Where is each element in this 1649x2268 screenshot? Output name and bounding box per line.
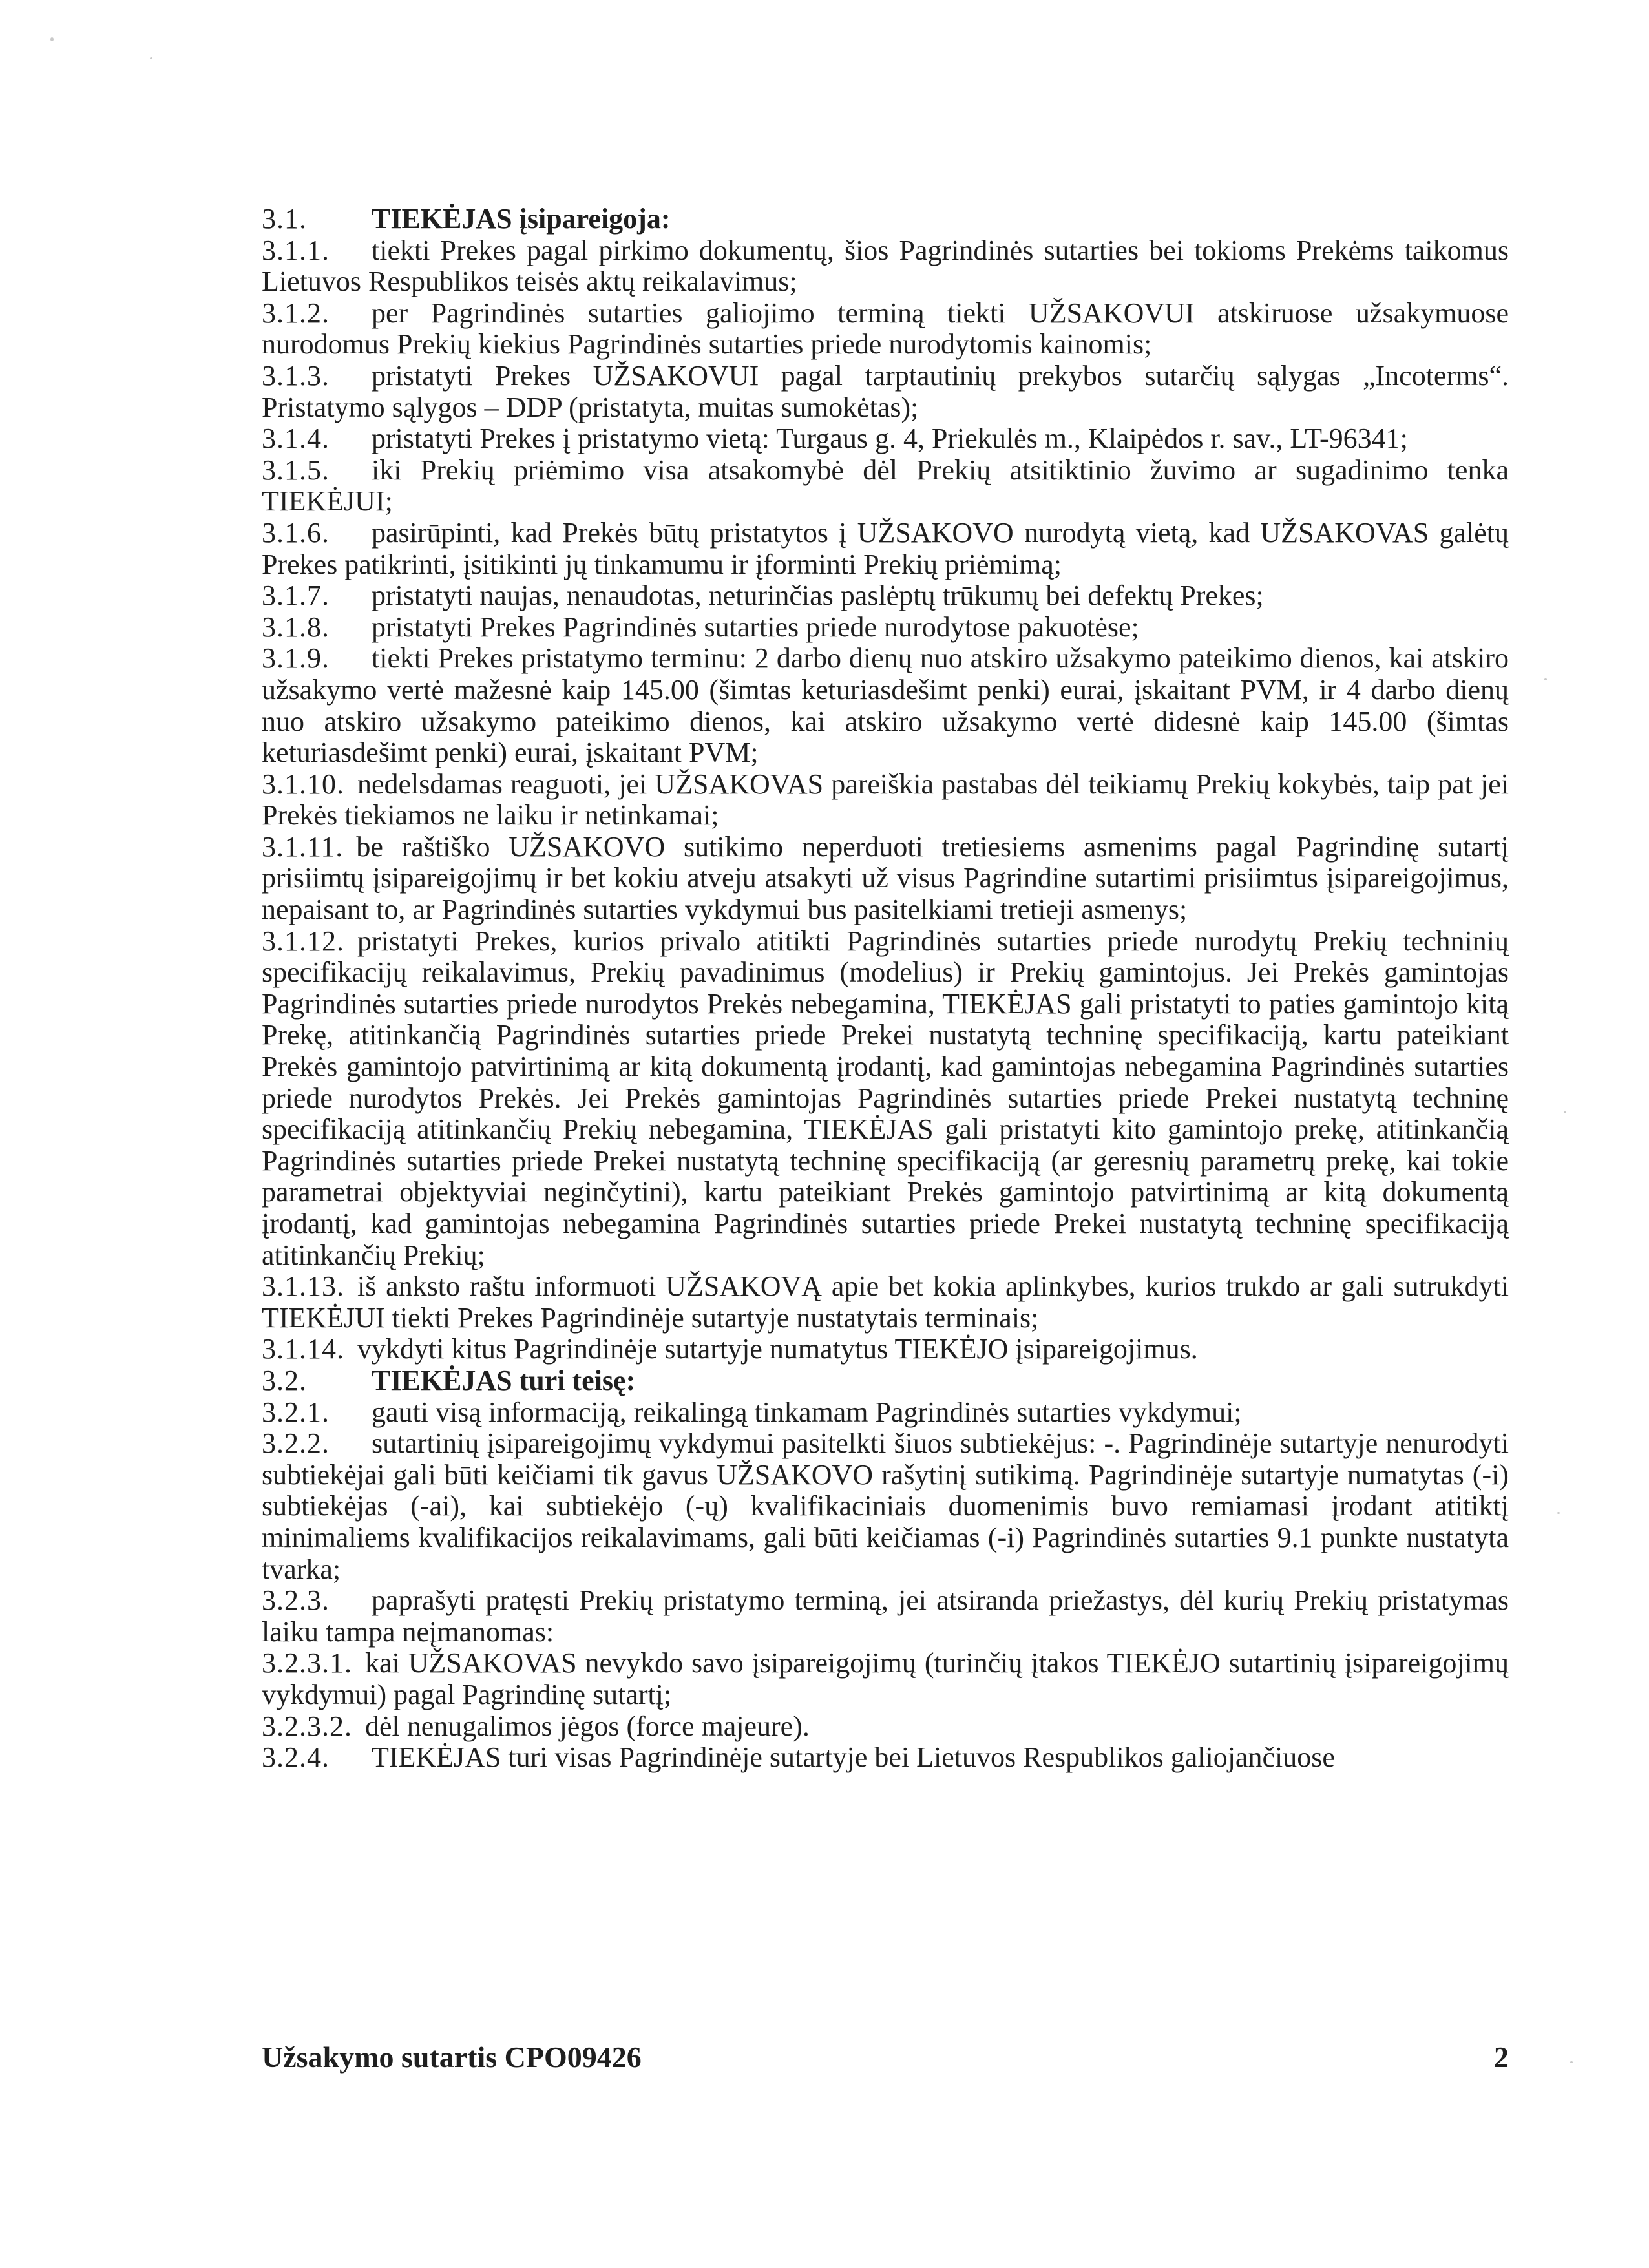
page-number: 2: [1494, 2041, 1509, 2074]
clause-text: gauti visą informaciją, reikalingą tinkamam Pagrindinės sutarties vykdymui;: [372, 1396, 1242, 1428]
clause-3-1-8: [262, 612, 1509, 644]
page-footer: [262, 2040, 1509, 2074]
clause-3-2-1: [262, 1397, 1509, 1429]
clause-number: 3.2.3.2.: [262, 1710, 352, 1742]
clause-number: 3.1.5.: [262, 454, 330, 486]
clause-text: pristatyti Prekes į pristatymo vietą: Turgaus g. 4, Priekulės m., Klaipėdos r. sav., LT-96341;: [372, 423, 1408, 455]
section-heading-3-1: [262, 204, 1509, 235]
clause-3-1-13: [262, 1271, 1509, 1334]
clause-3-1-2: [262, 298, 1509, 361]
clause-number: 3.1.8.: [262, 611, 330, 643]
clause-3-1-10: [262, 769, 1509, 832]
clause-text: pristatyti Prekes UŽSAKOVUI pagal tarptautinių prekybos sutarčių sąlygas „Incoterms“. Pristatymo sąlygos – DDP (pristatyta, muitas sumokėtas);: [262, 359, 1509, 423]
clause-number: 3.1.9.: [262, 642, 330, 675]
clause-text: iki Prekių priėmimo visa atsakomybė dėl Prekių atsitiktinio žuvimo ar sugadinimo tenka TIEKĖJUI;: [262, 454, 1509, 518]
clause-number: 3.2.3.1.: [262, 1647, 352, 1679]
clause-number: 3.1.1.: [262, 234, 330, 266]
clause-text: iš anksto raštu informuoti UŽSAKOVĄ apie bet kokia aplinkybes, kurios trukdo ar gali sutrukdyti TIEKĖJUI tiekti Prekes Pagrindinėje sutartyje nustatytais terminais;: [262, 1270, 1509, 1334]
clause-3-1-3: [262, 361, 1509, 423]
clause-text: dėl nenugalimos jėgos (force majeure).: [365, 1710, 810, 1742]
clause-3-1-9: [262, 643, 1509, 768]
clause-3-1-11: [262, 832, 1509, 926]
clause-number: 3.1.10.: [262, 768, 344, 800]
clause-number: 3.1.11.: [262, 830, 344, 863]
clause-3-1-6: [262, 518, 1509, 580]
clause-number: 3.1.13.: [262, 1270, 344, 1303]
clause-text: TIEKĖJAS turi visas Pagrindinėje sutartyje bei Lietuvos Respublikos galiojančiuose: [372, 1741, 1335, 1774]
scan-speck: [1544, 678, 1547, 680]
clause-text: pasirūpinti, kad Prekės būtų pristatytos į UŽSAKOVO nurodytą vietą, kad UŽSAKOVAS galėtų Prekes patikrinti, įsitikinti jų tinkamumu ir įforminti Prekių priėmimą;: [262, 516, 1509, 580]
clause-number: 3.2.1.: [262, 1396, 330, 1428]
clause-3-1-7: [262, 580, 1509, 612]
clause-3-1-1: [262, 235, 1509, 298]
scan-speck: [1564, 1111, 1566, 1113]
clause-number: 3.1.3.: [262, 359, 330, 392]
clause-text: pristatyti naujas, nenaudotas, neturinčias paslėptų trūkumų bei defektų Prekes;: [372, 580, 1264, 612]
clause-text: vykdyti kitus Pagrindinėje sutartyje numatytus TIEKĖJO įsipareigojimus.: [357, 1333, 1198, 1365]
section-heading-3-2: [262, 1365, 1509, 1397]
clause-3-1-4: [262, 423, 1509, 455]
clause-number: 3.1.14.: [262, 1333, 344, 1365]
clause-text: nedelsdamas reaguoti, jei UŽSAKOVAS pareiškia pastabas dėl teikiamų Prekių kokybės, taip pat jei Prekės tiekiamos ne laiku ir netinkamai;: [262, 768, 1509, 832]
clause-text: pristatyti Prekes Pagrindinės sutarties priede nurodytose pakuotėse;: [372, 611, 1139, 643]
clause-number: 3.1.2.: [262, 297, 330, 329]
clause-3-1-12: [262, 926, 1509, 1272]
clause-text: tiekti Prekes pagal pirkimo dokumentų, šios Pagrindinės sutarties bei tokioms Prekėms taikomus Lietuvos Respublikos teisės aktų reikalavimus;: [262, 234, 1509, 298]
clause-3-2-3-2: [262, 1711, 1509, 1743]
clause-number: 3.2.2.: [262, 1427, 330, 1460]
clause-number: 3.1.12.: [262, 925, 344, 957]
section-number: 3.1.: [262, 203, 307, 235]
clause-text: kai UŽSAKOVAS nevykdo savo įsipareigojimų (turinčių įtakos TIEKĖJO sutartinių įsipareigojimų vykdymui) pagal Pagrindinę sutartį;: [262, 1647, 1509, 1710]
clause-3-2-2: [262, 1428, 1509, 1585]
clause-3-1-14: [262, 1334, 1509, 1365]
clause-3-2-4: [262, 1742, 1509, 1774]
scan-speck: [1570, 2061, 1573, 2063]
clause-text: tiekti Prekes pristatymo terminu: 2 darbo dienų nuo atskiro užsakymo pateikimo dienos, kai atskiro užsakymo vertė mažesnė kaip 145.00 (šimtas keturiasdešimt penki) eurai, įskaitant PVM, ir 4 darbo dienų nuo atskiro užsakymo pateikimo dienos, kai atskiro užsakymo vertė didesnė kaip 145.00 (šimtas keturiasdešimt penki) eurai, įskaitant PVM;: [262, 642, 1509, 769]
clause-number: 3.1.4.: [262, 423, 330, 455]
section-number: 3.2.: [262, 1364, 307, 1396]
clause-text: paprašyti pratęsti Prekių pristatymo terminą, jei atsiranda priežastys, dėl kurių Prekių pristatymas laiku tampa neįmanomas:: [262, 1584, 1509, 1648]
clause-3-1-5: [262, 455, 1509, 518]
clause-text: be raštiško UŽSAKOVO sutikimo neperduoti tretiesiems asmenims pagal Pagrindinę sutartį prisiimtų įsipareigojimų ir bet kokiu atveju atsakyti už visus Pagrindine sutartimi prisiimtus įsipareigojimus, nepaisant to, ar Pagrindinės sutarties vykdymui bus pasitelkiami tretieji asmenys;: [262, 830, 1509, 926]
section-title: TIEKĖJAS turi teisę:: [372, 1364, 636, 1396]
scan-speck: [1557, 1512, 1560, 1514]
document-body: [262, 204, 1509, 1774]
clause-text: per Pagrindinės sutarties galiojimo terminą tiekti UŽSAKOVUI atskiruose užsakymuose nurodomus Prekių kiekius Pagrindinės sutarties priede nurodytomis kainomis;: [262, 297, 1509, 361]
clause-number: 3.1.6.: [262, 516, 330, 549]
scan-speck: [150, 57, 152, 59]
section-title: TIEKĖJAS įsipareigoja:: [372, 203, 671, 235]
scan-speck: [50, 37, 54, 41]
clause-text: sutartinių įsipareigojimų vykdymui pasitelkti šiuos subtiekėjus: -. Pagrindinėje sutartyje nenurodyti subtiekėjai gali būti keičiami tik gavus UŽSAKOVO rašytinį sutikimą. Pagrindinėje sutartyje numatytas (-i) subtiekėjas (-ai), kai subtiekėjo (-ų) kvalifikaciniais duomenimis buvo remiamasi įrodant atitiktį minimaliems kvalifikacijos reikalavimams, gali būti keičiamas (-i) Pagrindinės sutarties 9.1 punkte nustatyta tvarka;: [262, 1427, 1509, 1585]
clause-3-2-3-1: [262, 1648, 1509, 1710]
footer-contract-title: Užsakymo sutartis CPO09426: [262, 2041, 642, 2074]
clause-number: 3.2.4.: [262, 1741, 330, 1774]
clause-number: 3.2.3.: [262, 1584, 330, 1617]
clause-number: 3.1.7.: [262, 580, 330, 612]
clause-text: pristatyti Prekes, kurios privalo atitikti Pagrindinės sutarties priede nurodytų Prekių techninių specifikacijų reikalavimus, Prekių pavadinimus (modelius) ir Prekių gamintojus. Jei Prekės gamintojas Pagrindinės sutarties priede nurodytos Prekės nebegamina, TIEKĖJAS gali pristatyti to paties gamintojo kitą Prekę, atitinkančią Pagrindinės sutarties priede Prekei nustatytą techninę specifikaciją, kartu pateikiant Prekės gamintojo patvirtinimą ar kitą dokumentą įrodantį, kad gamintojas nebegamina Pagrindinės sutarties priede nurodytos Prekės. Jei Prekės gamintojas Pagrindinės sutarties priede Prekei nustatytą techninę specifikaciją atitinkančių Prekių nebegamina, TIEKĖJAS gali pristatyti kito gamintojo prekę, atitinkančią Pagrindinės sutarties priede Prekei nustatytą techninę specifikaciją (ar geresnių parametrų prekę, kai tokie parametrai objektyviai neginčytini), kartu pateikiant Prekės gamintojo patvirtinimą ar kitą dokumentą įrodantį, kad gamintojas nebegamina Pagrindinės sutarties priede Prekei nustatytą techninę specifikaciją atitinkančių Prekių;: [262, 925, 1509, 1271]
clause-3-2-3: [262, 1585, 1509, 1648]
